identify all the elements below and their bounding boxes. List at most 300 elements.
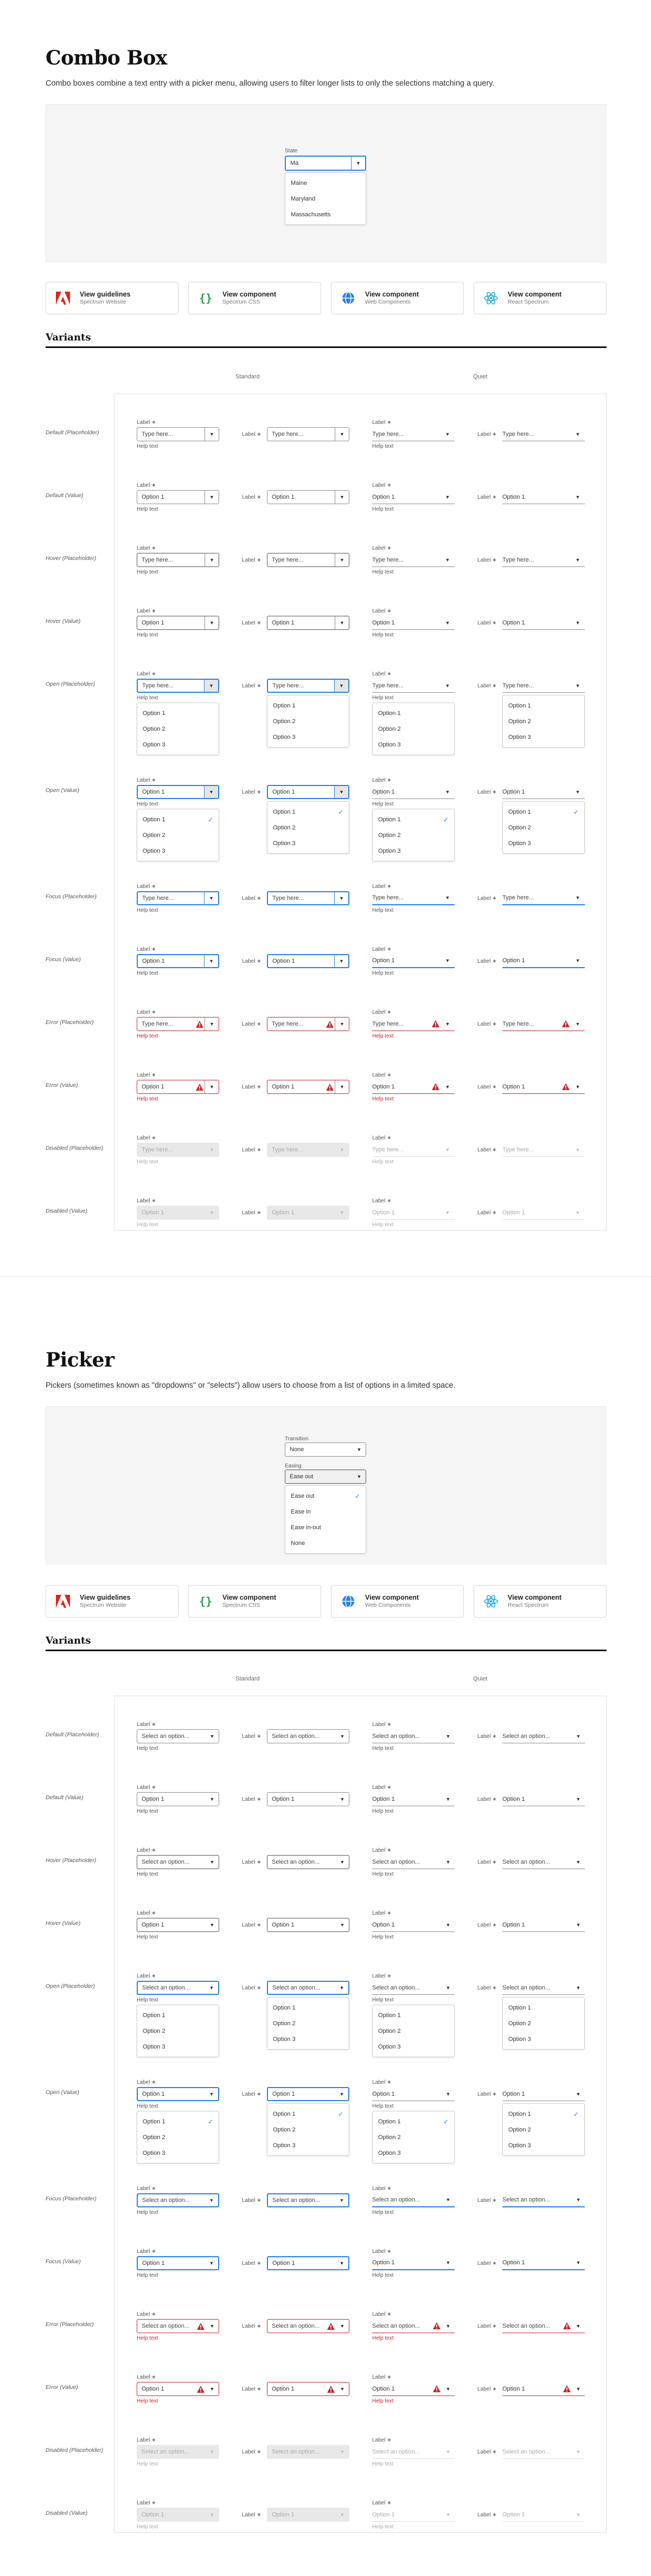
chevron-down-icon[interactable]: ▼	[340, 1859, 345, 1865]
demo-picker-transition[interactable]: None ▼	[285, 1442, 366, 1457]
chevron-down-icon[interactable]: ▼	[340, 2449, 345, 2455]
picker-field[interactable]	[267, 2087, 349, 2101]
menu-item[interactable]: Massachusetts	[291, 211, 331, 218]
chevron-down-icon[interactable]: ▼	[209, 1985, 214, 1991]
combo-box-field	[137, 1206, 219, 1220]
chevron-down-icon[interactable]: ▼	[445, 557, 450, 563]
chevron-down-icon[interactable]: ▼	[335, 1080, 349, 1093]
menu-item[interactable]: Option 1	[378, 710, 401, 717]
combo-box-field[interactable]	[372, 1017, 455, 1031]
link-title: View component	[365, 1594, 419, 1601]
link-card-css-braces[interactable]	[188, 1585, 321, 1618]
combo-box-field[interactable]	[502, 679, 585, 693]
chevron-down-icon[interactable]: ▼	[340, 2386, 345, 2392]
combo-box-field[interactable]	[267, 954, 349, 968]
chevron-down-icon[interactable]: ▼	[576, 2511, 581, 2517]
demo-combo-input[interactable]: Ma ▼	[285, 156, 366, 171]
chevron-down-icon[interactable]: ▼	[209, 1859, 215, 1865]
menu-item[interactable]: Option 2	[508, 824, 531, 831]
chevron-down-icon[interactable]: ▼	[339, 1985, 344, 1991]
field-placeholder: Select an option...	[502, 2197, 551, 2203]
chevron-down-icon[interactable]: ▼	[339, 2091, 344, 2097]
chevron-down-icon[interactable]: ▼	[445, 1922, 451, 1928]
link-subtitle: Spectrum CSS	[222, 1602, 260, 1608]
chevron-down-icon[interactable]: ▼	[340, 1796, 345, 1802]
chevron-down-icon[interactable]: ▼	[445, 2091, 451, 2097]
menu-item[interactable]: Maryland	[291, 195, 316, 202]
chevron-down-icon[interactable]: ▼	[209, 2323, 215, 2329]
field-label: Label ∗	[477, 1922, 497, 1928]
combo-box-field[interactable]	[372, 616, 455, 630]
chevron-down-icon[interactable]: ▼	[335, 616, 349, 629]
field-placeholder: Type here...	[272, 682, 304, 689]
demo-menu	[285, 172, 366, 225]
menu-item[interactable]: Option 3	[143, 741, 165, 748]
menu-item[interactable]: Option 3	[508, 840, 531, 847]
combo-box-field[interactable]	[372, 490, 455, 504]
chevron-down-icon[interactable]: ▼	[576, 1922, 581, 1928]
chevron-down-icon[interactable]: ▼	[575, 895, 580, 900]
menu-item[interactable]: Option 2	[378, 725, 401, 732]
menu-item[interactable]: Option 1 ✓	[508, 2110, 579, 2118]
picker-field[interactable]	[267, 2382, 349, 2396]
chevron-down-icon[interactable]: ▼	[445, 1084, 450, 1090]
chevron-down-icon[interactable]: ▼	[445, 1733, 451, 1739]
combo-box-field[interactable]	[137, 427, 219, 441]
menu-item[interactable]: Option 1	[508, 2004, 531, 2011]
chevron-down-icon[interactable]: ▼	[445, 1985, 451, 1991]
combo-box-field[interactable]	[137, 616, 219, 630]
chevron-down-icon[interactable]: ▼	[205, 1080, 219, 1093]
combo-box-field[interactable]	[267, 785, 349, 799]
chevron-down-icon[interactable]: ▼	[209, 1922, 215, 1928]
link-card-css-braces[interactable]	[188, 282, 321, 314]
chevron-down-icon[interactable]: ▼	[445, 1859, 451, 1865]
combo-box-field[interactable]	[372, 954, 455, 968]
combo-box-field[interactable]	[372, 891, 455, 905]
chevron-down-icon[interactable]: ▼	[576, 2449, 581, 2455]
chevron-down-icon[interactable]: ▼	[204, 680, 218, 692]
chevron-down-icon[interactable]: ▼	[445, 2323, 451, 2329]
chevron-down-icon[interactable]: ▼	[334, 892, 348, 904]
picker-field[interactable]	[267, 2256, 349, 2270]
combo-box-field[interactable]	[267, 553, 349, 567]
picker-field[interactable]	[137, 1918, 219, 1932]
picker-field[interactable]	[502, 2319, 585, 2333]
chevron-down-icon[interactable]: ▼	[575, 1209, 580, 1215]
menu-item[interactable]: Option 2	[273, 2126, 296, 2133]
chevron-down-icon[interactable]: ▼	[445, 895, 450, 900]
picker-field[interactable]	[137, 2382, 219, 2396]
menu-item[interactable]: None	[291, 1540, 305, 1547]
link-cards	[46, 1585, 607, 1618]
chevron-down-icon[interactable]: ▼	[445, 494, 450, 500]
link-card-adobe[interactable]	[46, 1585, 178, 1618]
picker-field[interactable]	[372, 2256, 455, 2270]
menu-item[interactable]: Option 1	[273, 2004, 296, 2011]
picker-field[interactable]	[267, 2193, 349, 2207]
link-card-adobe[interactable]	[46, 282, 178, 314]
chevron-down-icon[interactable]: ▼	[335, 1017, 349, 1031]
field-label: Label ∗	[242, 557, 261, 563]
help-text: Help text	[372, 1222, 394, 1228]
chevron-down-icon[interactable]: ▼	[339, 2261, 344, 2266]
chevron-down-icon[interactable]: ▼	[339, 2198, 344, 2203]
combo-box-field[interactable]	[267, 490, 349, 504]
chevron-down-icon[interactable]: ▼	[576, 2197, 581, 2203]
menu-item[interactable]: Option 2	[508, 718, 531, 725]
chevron-down-icon[interactable]: ▼	[575, 620, 580, 626]
menu-item[interactable]: Option 3	[143, 2043, 165, 2050]
picker-field[interactable]	[372, 1792, 455, 1806]
field-label: Label ∗	[242, 432, 261, 437]
link-card-web-globe[interactable]	[331, 282, 464, 314]
combo-box-field[interactable]	[502, 616, 585, 630]
field-label: Label ∗	[137, 1009, 156, 1015]
chevron-down-icon[interactable]: ▼	[445, 620, 450, 626]
link-card-react-atom[interactable]	[474, 282, 607, 314]
demo-picker-easing[interactable]: Ease out ▼	[285, 1470, 366, 1484]
chevron-down-icon[interactable]: ▼	[204, 786, 218, 798]
field-placeholder: Select an option...	[272, 1985, 321, 1991]
picker-field[interactable]	[502, 1729, 585, 1743]
field-value: Option 1	[502, 1209, 525, 1216]
field-placeholder: Select an option...	[142, 2197, 190, 2204]
menu-item[interactable]: Option 1 ✓	[508, 808, 579, 816]
menu-item[interactable]: Option 1	[273, 702, 296, 709]
picker-field[interactable]	[502, 1981, 585, 1995]
picker-field[interactable]	[502, 1918, 585, 1932]
menu-item[interactable]: Option 1 ✓	[273, 808, 343, 816]
chevron-down-icon[interactable]: ▼	[575, 958, 580, 963]
chevron-down-icon[interactable]: ▼	[575, 557, 580, 563]
chevron-down-icon[interactable]: ▼	[445, 682, 450, 688]
menu-item[interactable]: Option 1 ✓	[143, 2117, 213, 2126]
chevron-down-icon[interactable]: ▼	[445, 2386, 451, 2392]
chevron-down-icon[interactable]: ▼	[204, 892, 218, 904]
picker-field[interactable]	[502, 1792, 585, 1806]
chevron-down-icon[interactable]: ▼	[356, 1447, 362, 1452]
picker-field[interactable]	[502, 1855, 585, 1869]
menu-item[interactable]: Option 1	[143, 2012, 165, 2019]
combo-box-field[interactable]	[267, 679, 349, 693]
chevron-down-icon[interactable]: ▼	[205, 491, 219, 504]
menu-item[interactable]: Option 3	[508, 2142, 531, 2149]
menu-item[interactable]: Option 3	[508, 2036, 531, 2043]
field-label: Label ∗	[372, 1072, 392, 1078]
chevron-down-icon[interactable]: ▼	[576, 1796, 581, 1802]
variant-row-label: Hover (Value)	[46, 618, 81, 624]
link-text	[80, 1594, 131, 1609]
chevron-down-icon[interactable]: ▼	[575, 494, 580, 500]
menu-item[interactable]: Option 2	[378, 2134, 401, 2141]
combo-box-field[interactable]	[137, 954, 219, 968]
help-text: Help text	[137, 569, 158, 575]
picker-field[interactable]	[502, 2382, 585, 2396]
chevron-down-icon[interactable]: ▼	[576, 1733, 581, 1739]
chevron-down-icon[interactable]: ▼	[351, 157, 365, 170]
chevron-down-icon[interactable]: ▼	[209, 1734, 215, 1739]
chevron-down-icon[interactable]: ▼	[205, 1206, 219, 1219]
chevron-down-icon[interactable]: ▼	[575, 1084, 580, 1090]
link-card-web-globe[interactable]	[331, 1585, 464, 1618]
menu-item[interactable]: Option 3	[273, 733, 296, 740]
menu-item[interactable]: Option 1 ✓	[378, 2117, 449, 2126]
picker-field[interactable]	[502, 2256, 585, 2270]
chevron-down-icon[interactable]: ▼	[205, 1017, 219, 1031]
combo-box-field[interactable]	[137, 1017, 219, 1031]
combo-box-field[interactable]	[267, 427, 349, 441]
menu-item[interactable]: Option 2	[143, 2134, 165, 2141]
menu-item[interactable]: Option 3	[378, 2149, 401, 2156]
chevron-down-icon[interactable]: ▼	[445, 2449, 451, 2455]
chevron-down-icon[interactable]: ▼	[575, 682, 580, 688]
field-value: Option 1	[142, 494, 164, 500]
link-card-react-atom[interactable]	[474, 1585, 607, 1618]
chevron-down-icon[interactable]: ▼	[335, 1206, 349, 1219]
checkmark-icon: ✓	[354, 1492, 360, 1500]
field-placeholder: Select an option...	[372, 1733, 420, 1740]
combo-box-field[interactable]	[502, 891, 585, 905]
picker-field[interactable]	[137, 2087, 219, 2101]
field-label: Label ∗	[477, 494, 497, 500]
chevron-down-icon[interactable]: ▼	[340, 2512, 345, 2517]
chevron-down-icon[interactable]: ▼	[209, 2198, 214, 2203]
chevron-down-icon[interactable]: ▼	[576, 1985, 581, 1991]
picker-field	[137, 2445, 219, 2459]
menu-item[interactable]: Option 3	[508, 733, 531, 740]
menu-item[interactable]: Option 2	[273, 718, 296, 725]
help-text: Help text	[372, 1871, 394, 1877]
combo-box-field[interactable]	[502, 1080, 585, 1094]
menu-item[interactable]: Option 2	[273, 824, 296, 831]
chevron-down-icon[interactable]: ▼	[576, 2091, 581, 2097]
menu-item[interactable]: Option 2	[273, 2020, 296, 2027]
chevron-down-icon[interactable]: ▼	[445, 1796, 451, 1802]
chevron-down-icon[interactable]: ▼	[445, 958, 450, 963]
col-quiet: Quiet	[473, 1676, 488, 1682]
field-label: Label ∗	[242, 683, 261, 689]
chevron-down-icon[interactable]: ▼	[576, 2386, 581, 2392]
combo-box-field[interactable]	[372, 785, 455, 799]
chevron-down-icon[interactable]: ▼	[340, 1734, 345, 1739]
field-label: Label ∗	[242, 1734, 261, 1740]
help-text: Help text	[372, 1033, 394, 1039]
picker-field[interactable]	[502, 2087, 585, 2101]
chevron-down-icon[interactable]: ▼	[445, 1147, 450, 1152]
picker-field[interactable]	[267, 2319, 349, 2333]
picker-field[interactable]	[137, 1792, 219, 1806]
chevron-down-icon[interactable]: ▼	[334, 680, 348, 692]
combo-box-field[interactable]	[267, 1080, 349, 1094]
combo-box-field[interactable]	[137, 553, 219, 567]
combo-box-field[interactable]	[502, 1017, 585, 1031]
combo-box-field[interactable]	[372, 1080, 455, 1094]
combo-box-field[interactable]	[372, 679, 455, 693]
field-value: Option 1	[142, 620, 164, 626]
chevron-down-icon[interactable]: ▼	[445, 2197, 451, 2203]
field-label: Label ∗	[137, 1910, 156, 1916]
checkmark-icon: ✓	[207, 815, 213, 823]
chevron-down-icon[interactable]: ▼	[209, 2261, 214, 2266]
combo-box-field[interactable]	[502, 427, 585, 441]
menu-item[interactable]: Option 3	[378, 741, 401, 748]
field-value: Option 1	[372, 957, 395, 964]
menu-item[interactable]: Option 1 ✓	[273, 2110, 343, 2118]
chevron-down-icon[interactable]: ▼	[575, 789, 580, 795]
field-label: Label ∗	[477, 2449, 497, 2455]
field-value: Option 1	[272, 2260, 295, 2266]
field-label: Label ∗	[372, 2437, 392, 2443]
chevron-down-icon[interactable]: ▼	[576, 2323, 581, 2329]
menu-item[interactable]: Option 3	[143, 2149, 165, 2156]
options-menu	[267, 801, 349, 854]
chevron-down-icon[interactable]: ▼	[205, 1143, 219, 1156]
picker-field[interactable]	[137, 2256, 219, 2270]
field-placeholder: Type here...	[372, 430, 404, 437]
menu-item[interactable]: Option 2	[143, 832, 165, 839]
picker-field[interactable]	[137, 2193, 219, 2207]
link-text	[222, 1594, 276, 1609]
chevron-down-icon[interactable]: ▼	[445, 1021, 450, 1027]
link-title: View component	[365, 291, 419, 298]
field-label: Label ∗	[372, 1973, 392, 1979]
menu-item[interactable]: Option 3	[273, 840, 296, 847]
chevron-down-icon[interactable]: ▼	[576, 2260, 581, 2265]
chevron-down-icon[interactable]: ▼	[334, 786, 348, 798]
menu-item[interactable]: Option 2	[378, 832, 401, 839]
field-label: Label ∗	[242, 1985, 261, 1991]
chevron-down-icon[interactable]: ▼	[445, 789, 450, 795]
combo-box-field[interactable]	[372, 427, 455, 441]
chevron-down-icon[interactable]: ▼	[576, 1859, 581, 1865]
combo-box-field[interactable]	[137, 1080, 219, 1094]
menu-item[interactable]: Option 3	[143, 847, 165, 854]
menu-item[interactable]: Option 2	[143, 2027, 165, 2034]
field-label: Label ∗	[477, 1147, 497, 1153]
chevron-down-icon[interactable]: ▼	[445, 1209, 450, 1215]
menu-item[interactable]: Option 1	[508, 702, 531, 709]
chevron-down-icon[interactable]: ▼	[209, 2449, 215, 2455]
combo-box-field[interactable]	[267, 616, 349, 630]
combo-box-field[interactable]	[137, 891, 219, 905]
chevron-down-icon[interactable]: ▼	[445, 2260, 451, 2265]
menu-item[interactable]: Option 3	[378, 2043, 401, 2050]
menu-item[interactable]: Ease in-out	[291, 1524, 321, 1531]
chevron-down-icon[interactable]: ▼	[209, 2091, 214, 2097]
variant-row-label: Error (Value)	[46, 2384, 78, 2391]
field-label: Label ∗	[242, 2323, 261, 2329]
picker-field[interactable]	[372, 2382, 455, 2396]
picker-field[interactable]	[372, 2319, 455, 2333]
picker-field[interactable]	[267, 1918, 349, 1932]
picker-field[interactable]	[267, 1792, 349, 1806]
combo-box-field[interactable]	[137, 679, 219, 693]
combo-box-field[interactable]	[502, 553, 585, 567]
menu-item[interactable]: Option 1	[143, 710, 165, 717]
picker-field[interactable]	[137, 1729, 219, 1743]
menu-item[interactable]: Maine	[291, 179, 307, 186]
picker-field[interactable]	[137, 1981, 219, 1995]
combo-box-field[interactable]	[502, 785, 585, 799]
chevron-down-icon[interactable]: ▼	[445, 2511, 451, 2517]
menu-item[interactable]: Ease in	[291, 1508, 311, 1515]
chevron-down-icon[interactable]: ▼	[209, 1796, 215, 1802]
chevron-down-icon[interactable]: ▼	[204, 955, 218, 967]
menu-item[interactable]: Option 2	[508, 2020, 531, 2027]
options-menu	[372, 703, 455, 755]
chevron-down-icon[interactable]: ▼	[575, 1147, 580, 1152]
combo-box-field[interactable]	[372, 553, 455, 567]
combo-box-field[interactable]	[267, 1017, 349, 1031]
menu-item[interactable]: Option 2	[378, 2027, 401, 2034]
chevron-down-icon[interactable]: ▼	[205, 428, 219, 441]
picker-field[interactable]	[372, 1855, 455, 1869]
menu-item[interactable]: Option 1 ✓	[143, 815, 213, 823]
picker-field[interactable]	[372, 1918, 455, 1932]
menu-item[interactable]: Option 1 ✓	[378, 815, 449, 823]
picker-field[interactable]	[372, 1729, 455, 1743]
combo-box-field[interactable]	[137, 785, 219, 799]
chevron-down-icon[interactable]: ▼	[335, 491, 349, 504]
combo-box-field[interactable]	[267, 891, 349, 905]
menu-item[interactable]: Option 2	[508, 2126, 531, 2133]
picker-field[interactable]	[372, 2193, 455, 2207]
picker-field[interactable]	[267, 1855, 349, 1869]
combo-box-field	[502, 1206, 585, 1220]
chevron-down-icon[interactable]: ▼	[575, 1021, 580, 1027]
options-menu	[502, 695, 585, 748]
chevron-down-icon[interactable]: ▼	[334, 955, 348, 967]
combo-box-field[interactable]	[137, 490, 219, 504]
combo-box-field[interactable]	[502, 490, 585, 504]
chevron-down-icon[interactable]: ▼	[340, 2323, 345, 2329]
menu-item[interactable]: Option 1	[378, 2012, 401, 2019]
chevron-down-icon[interactable]: ▼	[340, 1922, 345, 1928]
field-placeholder: Select an option...	[142, 2449, 190, 2455]
chevron-down-icon[interactable]: ▼	[445, 431, 450, 437]
chevron-down-icon[interactable]: ▼	[205, 553, 219, 566]
menu-item[interactable]: Option 3	[273, 2036, 296, 2043]
menu-item[interactable]: Option 2	[143, 725, 165, 732]
chevron-down-icon[interactable]: ▼	[335, 428, 349, 441]
chevron-down-icon[interactable]: ▼	[335, 553, 349, 566]
picker-field[interactable]	[267, 1729, 349, 1743]
picker-field[interactable]	[372, 1981, 455, 1995]
combo-box-field[interactable]	[502, 954, 585, 968]
chevron-down-icon[interactable]: ▼	[209, 2512, 215, 2517]
menu-item[interactable]: Ease out ✓	[291, 1492, 360, 1500]
field-value: Option 1	[272, 1084, 295, 1090]
alert-icon	[195, 1084, 205, 1091]
menu-item[interactable]: Option 3	[378, 847, 401, 854]
picker-field[interactable]	[372, 2087, 455, 2101]
field-placeholder: Type here...	[142, 682, 174, 689]
picker-field[interactable]	[137, 2319, 219, 2333]
menu-item[interactable]: Option 3	[273, 2142, 296, 2149]
chevron-down-icon[interactable]: ▼	[356, 1474, 362, 1479]
chevron-down-icon[interactable]: ▼	[575, 431, 580, 437]
picker-field[interactable]	[267, 1981, 349, 1995]
picker-field[interactable]	[502, 2193, 585, 2207]
field-label: Label ∗	[477, 1985, 497, 1991]
picker-field[interactable]	[137, 1855, 219, 1869]
chevron-down-icon[interactable]: ▼	[209, 2386, 215, 2392]
field-placeholder: Select an option...	[272, 2197, 321, 2204]
field-label: Label ∗	[372, 1910, 392, 1916]
chevron-down-icon[interactable]: ▼	[335, 1143, 349, 1156]
chevron-down-icon[interactable]: ▼	[205, 616, 219, 629]
